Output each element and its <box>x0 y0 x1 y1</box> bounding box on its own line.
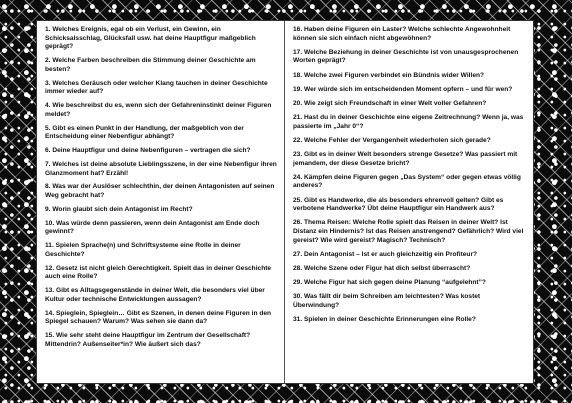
question-item: 27. Dein Antagonist – Ist er auch gleichzeitig ein Profiteur? <box>293 250 478 258</box>
question-item: 7. Welches ist deine absolute Lieblingsszene, in der eine Nebenfigur ihren Glanzmoment hat? Erzähl! <box>45 160 277 177</box>
question-item: 14. Spieglein, Spieglein… Gibt es Szenen, in denen deine Figuren in den Spiegel schauen? Warum? Was sehen sie dann da? <box>45 309 272 326</box>
question-item: 21. Hast du in deiner Geschichte eine eigene Zeitrechnung? Wenn ja, was passierte im „Jahr 0“? <box>293 114 524 130</box>
question-item: 11. Spielen Sprache(n) und Schriftsysteme eine Rolle in deiner Geschichte? <box>45 242 241 258</box>
question-item: 17. Welche Beziehung in deiner Geschichte ist von unausgesprochenen Worten geprägt? <box>293 48 519 65</box>
question-item: 24. Kämpfen deine Figuren gegen „Das System“ oder gegen etwas völlig anderes? <box>293 173 521 190</box>
question-item: 29. Welche Figur hat sich gegen deine Planung “aufgelehnt”? <box>293 279 486 287</box>
question-item: 8. Was war der Auslöser schlechthin, der deinen Antagonisten auf seinen Weg gebracht hat? <box>45 183 275 199</box>
question-item: 18. Welche zwei Figuren verbindet ein Bündnis wider Willen? <box>293 71 485 79</box>
question-item: 12. Gesetz ist nicht gleich Gerechtigkeit. Spielt das in deiner Geschichte auch eine Rolle? <box>45 264 272 281</box>
right-column <box>285 21 533 383</box>
question-item: 20. Wie zeigt sich Freundschaft in einer Welt voller Gefahren? <box>293 99 487 107</box>
question-item: 4. Wie beschreibst du es, wenn sich der Gefahreninstinkt deiner Figuren meldet? <box>45 102 272 118</box>
question-item: 30. Was fällt dir beim Schreiben am leichtesten? Was kostet Überwindung? <box>293 293 481 309</box>
question-item: 15. Wie sehr steht deine Hauptfigur im Zentrum der Gesellschaft? Mittendrin? Außenseiter*in? Wie äußert sich das? <box>45 332 251 348</box>
question-item: 3. Welches Geräusch oder welcher Klang tauchen in deiner Geschichte immer wieder auf? <box>45 79 268 96</box>
question-item: 9. Worin glaubt sich dein Antagonist im Recht? <box>45 205 193 213</box>
question-item: 1. Welches Ereignis, egal ob ein Verlust, ein Gewinn, ein Schicksalsschlag, Glücksfall usw. hat deine Hauptfigur maßgeblich geprägt? <box>45 26 256 51</box>
question-item: 22. Welche Fehler der Vergangenheit wiederholen sich gerade? <box>293 136 491 144</box>
question-item: 23. Gibt es in deiner Welt besonders strenge Gesetze? Was passiert mit jemandem, der diese Gesetze bricht? <box>293 151 518 167</box>
question-item: 25. Gibt es Handwerke, die als besonders ehrenvoll gelten? Gibt es verbotene Handwerke? Übt deine Hauptfigur ein Handwerk aus? <box>293 196 504 213</box>
question-item: 5. Gibt es einen Punkt in der Handlung, der maßgeblich von der Entscheidung einer Nebenfigur abhängt? <box>45 124 244 141</box>
question-item: 26. Thema Reisen: Welche Rolle spielt das Reisen in deiner Welt? Ist Distanz ein Hindernis? Ist das Reisen anstrengend? Gefährlich? Wird viel gereist? Wie wird gereist? Magisch? Technisch? <box>293 219 524 244</box>
question-sheet <box>36 20 534 384</box>
question-item: 10. Was würde denn passieren, wenn dein Antagonist am Ende doch gewinnt? <box>45 219 260 236</box>
question-item: 16. Haben deine Figuren ein Laster? Welche schlechte Angewohnheit können sie sich einfach nicht abgewöhnen? <box>293 26 511 42</box>
question-item: 31. Spielen in deiner Geschichte Erinnerungen eine Rolle? <box>293 316 476 324</box>
question-item: 28. Welche Szene oder Figur hat dich selbst überrascht? <box>293 265 471 272</box>
question-item: 2. Welche Farben beschreiben die Stimmung deiner Geschichte am besten? <box>45 57 256 73</box>
question-item: 6. Deine Hauptfigur und deine Nebenfiguren – vertragen die sich? <box>45 147 251 155</box>
question-item: 13. Gibt es Alltagsgegenstände in deiner Welt, die besonders viel über Kultur oder technische Entwicklungen aussagen? <box>45 287 265 303</box>
left-column <box>37 21 285 383</box>
question-item: 19. Wer würde sich im entscheidenden Moment opfern – und für wen? <box>293 85 513 93</box>
